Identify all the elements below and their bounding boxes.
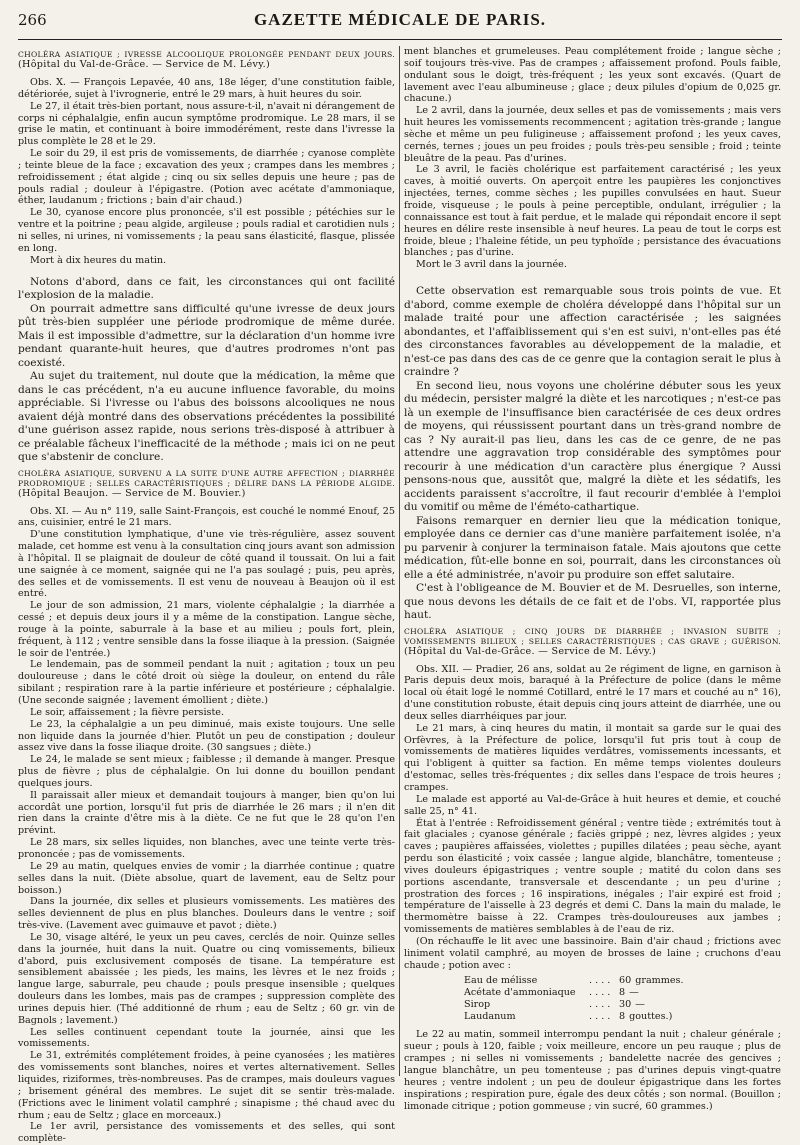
obs12-paragraph: Le 21 mars, à cinq heures du matin, il montait sa garde sur le quai des Orfèvres, à la Préfecture de police, lorsqu'il fut pris tout à coup de vomissements de matières liquides verdâtres, vomissements incessants, et qui l'obligent à quitter sa faction. En même temps violentes douleurs d'estomac, selles très-fréquentes ; dix selles dans l'espace de trois heures ; crampes.: [404, 722, 781, 793]
obs11-paragraph: Dans la journée, dix selles et plusieurs vomissements. Les matières des selles deviennent de plus en plus blanches. Douleurs dans le ventre ; soif très-vive. (Lavement avec guimauve et pavot ; diète.): [18, 896, 395, 932]
commentary-paragraph: En second lieu, nous voyons une cholérine débuter sous les yeux du médecin, persister malgré la diète et les narcotiques ; n'est-ce pas là un exemple de l'insuffisance bien caractérisée de ces deux ordres de moyens, qui réussissent pourtant dans un très-grand nombre de cas ? Ny aurait-il pas lieu, dans les cas de ce genre, de ne pas attendre une aggravation trop considérable des symptômes pour recourir à une médication d'un caractère plus énergique ? Aussi pensons-nous que, aussitôt que, malgré la diète et les sédatifs, les accidents paraissent s'accroître, il faut recourir d'emblée à l'emploi du vomitif ou même de l'éméto-cathartique.: [404, 379, 781, 514]
obs11-paragraph: Le 2 avril, dans la journée, deux selles et pas de vomissements ; mais vers huit heures les vomissements recommencent ; agitation très-grande ; langue sèche et même un peu fuligineuse ; affaissement profond ; les yeux caves, cernés, ternes ; joues un peu froides ; pouls très-peu sensible ; froid ; teinte bleuâtre de la peau. Pas d'urines.: [404, 105, 781, 164]
obs12-heading-title: CHOLÉRA ASIATIQUE ; CINQ JOURS DE DIARRHÉE ; INVASION SUBITE ; VOMISSEMENTS BILIEUX ; SELLES CARACTÉRISTIQUES ; CAS GRAVE ; GUÉRISON.: [404, 626, 781, 646]
page-number: 266: [18, 11, 47, 29]
spacer: [18, 267, 395, 276]
rx-ingredient: Eau de mélisse: [464, 975, 538, 987]
obs11-heading-hospital: (Hôpital Beaujon. — Service de M. Bouvier.): [18, 487, 246, 499]
obs12-heading-hospital: (Hôpital du Val-de-Grâce. — Service de M. Lévy.): [404, 645, 657, 657]
spacer: [404, 271, 781, 285]
rx-leader: . . . .: [589, 1011, 611, 1023]
obs11-paragraph: Le 29 au matin, quelques envies de vomir ; la diarrhée continue ; quatre selles dans la nuit. (Diète absolue, quart de lavement, eau de Seltz pour boisson.): [18, 860, 395, 896]
commentary-paragraph: C'est à l'obligeance de M. Bouvier et de M. Desruelles, son interne, que nous devons les détails de ce fait et de l'obs. VI, rapportée plus haut.: [404, 582, 781, 622]
rx-ingredient: Laudanum: [464, 1011, 516, 1023]
journal-title: GAZETTE MÉDICALE DE PARIS.: [253, 10, 547, 29]
commentary-paragraph: Faisons remarquer en dernier lieu que la médication tonique, employée dans ce dernier cas d'une manière parfaitement isolée, n'a pu parvenir à conjurer la terminaison fatale. Mais ajoutons que cette médication, fût-elle bonne en soi, pourrait, dans les circonstances où elle a été administrée, n'avoir pu produire son effet salutaire.: [404, 514, 781, 581]
left-column: [18, 46, 395, 1145]
obs11-paragraph: Les selles continuent cependant toute la journée, ainsi que les vomissements.: [18, 1026, 395, 1050]
rx-ingredient: Acétate d'ammoniaque: [464, 987, 576, 999]
obs11-paragraph: Le soir, affaissement ; la fièvre persiste.: [30, 706, 225, 718]
obs11-paragraph: Le 24, le malade se sent mieux ; faiblesse ; il demande à manger. Presque plus de fièvre ; plus de céphalalgie. On lui donne du bouillon pendant quelques jours.: [18, 754, 395, 789]
obs10-paragraph: Le soir du 29, il est pris de vomissements, de diarrhée ; cyanose complète ; teinte bleue de la face ; excavation des yeux ; crampes dans les membres ; refroidissement ; état algide ; cinq ou six selles depuis une heure ; pas de pouls radial ; douleur à l'épigastre. (Potion avec acétate d'ammoniaque, éther, laudanum ; frictions ; bain d'air chaud.): [18, 148, 395, 207]
obs11-paragraph: Il paraissait aller mieux et demandait toujours à manger, bien qu'on lui accordât une portion, lorsqu'il fut pris de diarrhée le 26 mars ; il n'en dit rien dans la crainte d'être mis à la diète. Ce ne fut que le 28 qu'on l'en prévint.: [18, 789, 395, 837]
prescription-table: [464, 975, 781, 1023]
prescription-row: [464, 987, 684, 999]
obs12-paragraph: Le 22 au matin, sommeil interrompu pendant la nuit ; chaleur générale ; sueur ; pouls à 120, faible ; voix meilleure, encore un peu rauque ; plus de crampes ; ni selles ni vomissements ; bandelette nacrée des gencives ; langue blanchâtre, un peu tomenteuse ; pas d'urines depuis vingt-quatre heures ; ventre indolent ; un peu de douleur épigastrique dans les fortes inspirations ; respiration pure, égale des deux côtés ; son normal. (Bouillon ; limonade citrique ; potion gommeuse ; vin sucré, 60 grammes.): [404, 1029, 781, 1112]
obs12-paragraph: Le malade est apporté au Val-de-Grâce à huit heures et demie, et couché salle 25, n° 41.: [404, 793, 781, 817]
rx-leader: . . . .: [589, 999, 611, 1011]
obs10-paragraph: Le 27, il était très-bien portant, nous assure-t-il, n'avait ni dérangement de corps ni céphalalgie, enfin aucun symptôme prodromique. Le 28 mars, il se grise le matin, et continuant à boire immodérément, reste dans l'ivresse la plus complète le 28 et le 29.: [18, 100, 395, 148]
obs10-heading: [18, 50, 395, 70]
obs11-commentary: [404, 285, 781, 623]
commentary-paragraph: Cette observation est remarquable sous trois points de vue. Et d'abord, comme exemple de choléra développé dans l'hôpital sur un malade traité pour une affection caractérisée ; les saignées abondantes, et l'affaiblissement qui s'en est suivi, n'ont-elles pas été des circonstances favorables au développement de la maladie, et n'est-ce pas dans des cas de ce genre que la contagion serait le plus à craindre ?: [404, 285, 781, 379]
obs12-heading: [404, 627, 781, 657]
obs11-paragraph: Le 23, la céphalalgie a un peu diminué, mais existe toujours. Une selle non liquide dans la journée d'hier. Plutôt un peu de constipation ; douleur assez vive dans la fosse iliaque droite. (30 sangsues ; diète.): [18, 718, 395, 754]
obs12-paragraph: État à l'entrée : Refroidissement général ; ventre tiède ; extrémités tout à fait glaciales ; cyanose générale ; faciès grippé ; nez, lèvres algides ; yeux caves ; paupières affaissées, violettes ; pupilles dilatées ; peau sèche, ayant perdu son élasticité ; voix cassée ; langue algide, blanchâtre, tomenteuse ; vives douleurs épigastriques ; ventre souple ; matité du colon dans ses portions ascendante, transversale et descendante ; un peu d'urine ; prostration des forces ; 16 inspirations, inégales ; l'air expiré est froid ; température de l'aisselle à 23 degrés et demi C. Dans la main du malade, le thermomètre baisse à 22. Crampes très-douloureuses aux jambes ; vomissements de matières semblables à de l'eau de riz.: [404, 817, 781, 936]
prescription-row: [464, 999, 684, 1011]
obs11-heading-title: CHOLÉRA ASIATIQUE, SURVENU A LA SUITE D'UNE AUTRE AFFECTION ; DIARRHÉE PRODROMIQUE ; SELLES CARACTÉRISTIQUES ; DÉLIRE DANS LA PÉRIODE ALGIDE.: [18, 468, 395, 488]
obs10-heading-hospital: (Hôpital du Val-de-Grâce. — Service de M. Lévy.): [18, 59, 271, 70]
obs10-paragraph: Obs. X. — François Lepavée, 40 ans, 18e léger, d'une constitution faible, détériorée, sujet à l'ivrognerie, entré le 29 mars, à huit heures du soir.: [18, 77, 395, 100]
column-rule: [399, 46, 400, 1076]
rx-quantity: 8 —: [619, 987, 639, 999]
commentary-paragraph: Au sujet du traitement, nul doute que la médication, la même que dans le cas précédent, n'a eu aucune influence favorable, du moins appréciable. Si l'ivresse ou l'abus des boissons alcooliques ne nous avaient déjà montré dans des observations précédentes la possibilité d'une guérison assez rapide, nous serions très-disposé à attribuer à ce préalable fâcheux l'inefficacité de la méthode ; mais ici on ne peut que s'abstenir de conclure.: [18, 370, 395, 463]
obs11-paragraph: Le 31, extrémités complétement froides, à peine cyanosées ; les matières des vomissements sont blanches, noires et vertes alternativement. Selles liquides, riziformes, très-nombreuses. Pas de crampes, mais douleurs vagues ; brisement général des membres. Le sujet dit se sentir très-malade. (Frictions avec le liniment volatil camphré ; sinapisme ; thé chaud avec du rhum ; eau de Seltz ; glace en morceaux.): [18, 1050, 395, 1121]
obs11-heading: [18, 469, 395, 499]
obs11-paragraph: Le 3 avril, le faciès cholérique est parfaitement caractérisé ; les yeux caves, à moitié ouverts. On aperçoit entre les paupières les conjonctives injectées, ternes, comme sèches ; les pupilles convulsées en haut. Sueur froide, visqueuse ; le pouls à peine perceptible, ondulant, irrégulier ; la connaissance est tout à fait perdue, et le malade qui répondait encore il sept heures en délire reste insensible à neuf heures. La peau de tout le corps est froide, bleue ; l'haleine fétide, un peu typhoïde ; persistance des évacuations blanches ; pas d'urine.: [404, 164, 781, 259]
obs10-heading-title: CHOLÉRA ASIATIQUE ; IVRESSE ALCOOLIQUE PROLONGÉE PENDANT DEUX JOURS.: [18, 50, 395, 59]
rx-quantity: 60 grammes.: [619, 975, 684, 987]
prescription-row: [464, 1011, 684, 1023]
obs11-paragraph: Le 30, visage altéré, le yeux un peu caves, cerclés de noir. Quinze selles dans la journée, huit dans la nuit. Quatre ou cinq vomissements, bilieux d'abord, puis exclusivement composés de tisane. La température est sensiblement abaissée ; les pieds, les mains, les lèvres et le nez froids ; langue large, saburrale, peu chaude ; pouls presque insensible ; quelques douleurs dans les lombes, mais pas de crampes ; suppression complète des urines depuis hier. (Thé additionné de rhum ; eau de Seltz ; 60 gr. vin de Bagnols ; lavement.): [18, 931, 395, 1026]
obs10-paragraph: Le 30, cyanose encore plus prononcée, s'il est possible ; pétéchies sur le ventre et la poitrine ; peau algide, argileuse ; pouls radial et carotidien nuls ; ni selles, ni urines, ni vomissements ; la peau sans élasticité, flasque, plissée en long.: [18, 207, 395, 254]
obs11-paragraph: Le 1er avril, persistance des vomissements et des selles, qui sont complète-: [18, 1121, 395, 1145]
prescription-row: [464, 975, 684, 987]
rx-ingredient: Sirop: [464, 999, 491, 1011]
obs12-paragraph: Obs. XII. — Pradier, 26 ans, soldat au 2e régiment de ligne, en garnison à Paris depuis deux mois, baraqué à la Préfecture de police (dans le même local où était logé le nommé Cotillard, entré le 17 mars et couché au n° 16), d'une constitution robuste, était depuis cinq jours atteint de diarrhée, une ou deux selles diarrhéiques par jour.: [404, 663, 781, 722]
rx-quantity: 30 —: [619, 999, 645, 1011]
obs11-paragraph: D'une constitution lymphatique, d'une vie très-régulière, assez souvent malade, cet homme est venu à la consultation cinq jours avant son admission à l'hôpital. Il se plaignait de douleur de côté quand il toussait. On lui a fait une saignée à ce moment, saignée qui ne l'a pas soulagé ; puis, peu après, des selles et de vomissements. Il est venu de nouveau à Beaujon où il est entré.: [18, 529, 395, 600]
obs11-paragraph: Le 28 mars, six selles liquides, non blanches, avec une teinte verte très-prononcée ; pas de vomissements.: [18, 837, 395, 860]
obs11-paragraph: Obs. XI. — Au n° 119, salle Saint-François, est couché le nommé Enouf, 25 ans, cuisinier, entré le 21 mars.: [18, 505, 395, 529]
obs11-paragraph: Mort le 3 avril dans la journée.: [416, 259, 567, 271]
obs11-continued-paragraph: ment blanches et grumeleuses. Peau complétement froide ; langue sèche ; soif toujours très-vive. Pas de crampes ; affaissement profond. Pouls faible, ondulant sous le doigt, très-fréquent ; les yeux sont excavés. (Quart de lavement avec l'eau albumineuse ; glace ; deux pilules d'opium de 0,025 gr. chacune.): [404, 46, 781, 105]
running-header: [18, 10, 782, 40]
obs10-commentary: [18, 276, 395, 465]
rx-leader: . . . .: [589, 975, 611, 987]
obs10-paragraph: Mort à dix heures du matin.: [30, 254, 167, 266]
right-column: [404, 46, 781, 1112]
obs11-paragraph: Le jour de son admission, 21 mars, violente céphalalgie ; la diarrhée a cessé ; et depuis deux jours il y a même de la constipation. Langue sèche, rouge à la pointe, saburrale à la base et au milieu ; pouls fort, plein, fréquent, à 112 ; ventre sensible dans la fosse iliaque à la pression. (Saignée le soir de l'entrée.): [18, 600, 395, 659]
obs11-paragraph: Le lendemain, pas de sommeil pendant la nuit ; agitation ; toux un peu douloureuse ; dans le côté droit où siège la douleur, on entend du râle sibilant ; respiration rare à la partie inférieure et postérieure ; céphalalgie. (Une seconde saignée ; lavement émollient ; diète.): [18, 659, 395, 706]
rx-quantity: 8 gouttes.): [619, 1011, 673, 1023]
commentary-paragraph: On pourrait admettre sans difficulté qu'une ivresse de deux jours pût très-bien suppléer une période prodromique de même durée. Mais il est impossible d'admettre, sur la déclaration d'un homme ivre pendant quarante-huit heures, que d'autres prodromes n'ont pas coexisté.: [18, 302, 395, 369]
columns: [18, 46, 782, 1145]
rx-leader: . . . .: [589, 987, 611, 999]
obs12-paragraph: (On réchauffe le lit avec une bassinoire. Bain d'air chaud ; frictions avec liniment volatil camphré, au moyen de brosses de laine ; cruchons d'eau chaude ; potion avec :: [404, 935, 781, 971]
commentary-paragraph: Notons d'abord, dans ce fait, les circonstances qui ont facilité l'explosion de la maladie.: [18, 275, 395, 301]
